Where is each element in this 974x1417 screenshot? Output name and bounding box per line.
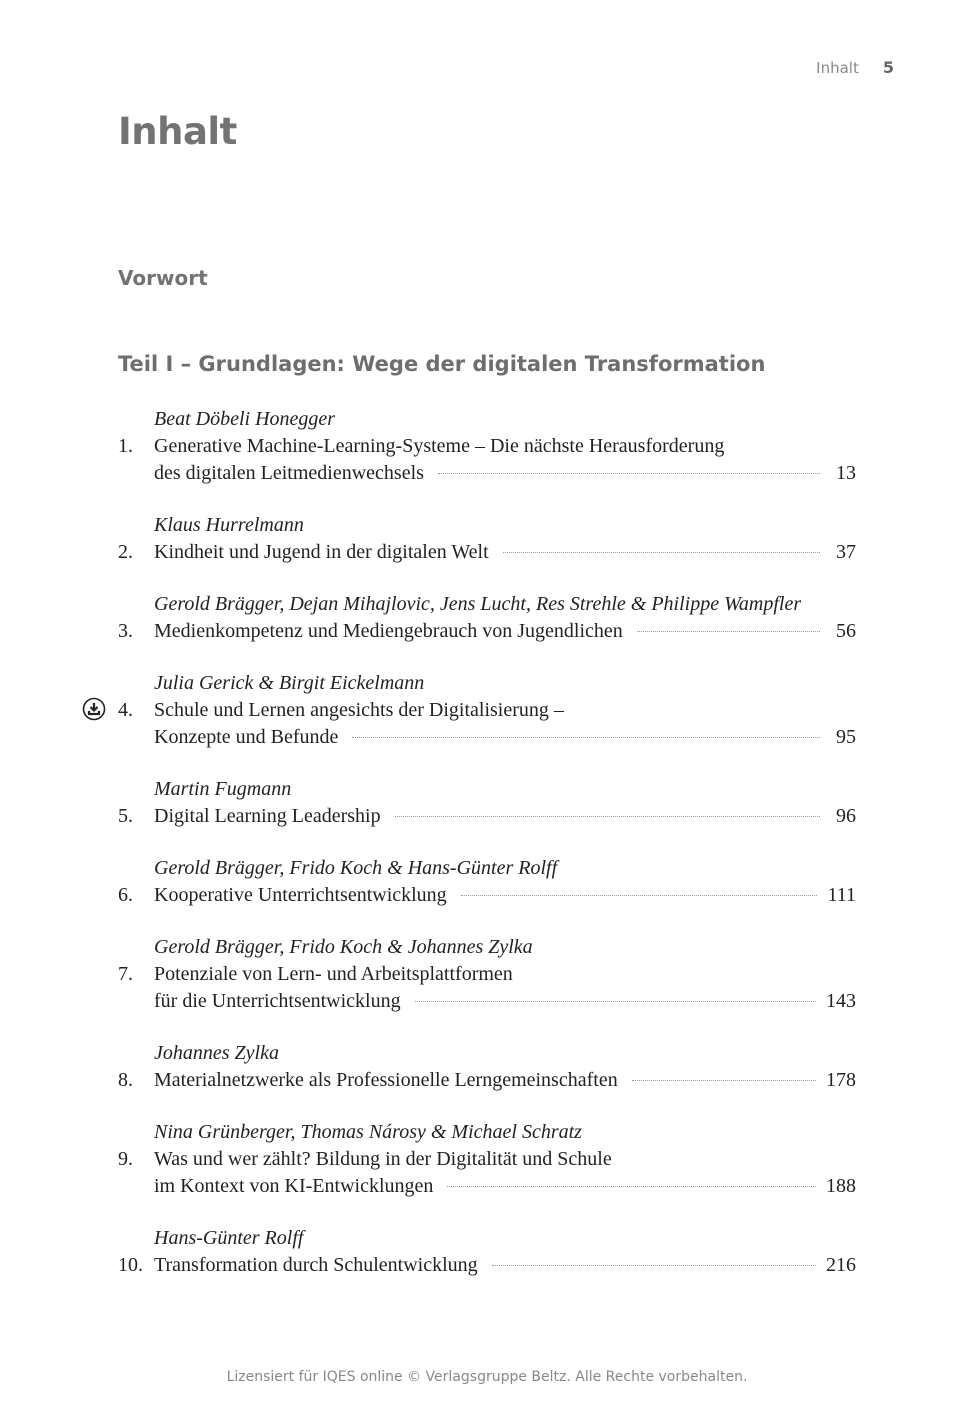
toc-title-line[interactable]: Transformation durch Schulentwicklung [154,1254,478,1276]
toc-entry[interactable] [118,670,856,751]
toc-entry[interactable] [118,855,856,909]
toc-title-line[interactable]: Digital Learning Leadership [154,805,381,827]
toc-title-line[interactable]: des digitalen Leitmedienwechsels [154,462,424,484]
leader-dots [492,1265,816,1266]
toc-title-line[interactable]: Kooperative Unterrichtsentwicklung [154,884,447,906]
toc-page-number[interactable]: 37 [836,541,856,563]
toc-author: Julia Gerick & Birgit Eickelmann [154,672,425,694]
toc-title-line[interactable]: Generative Machine-Learning-Systeme – Die nächste Herausforderung [154,435,725,457]
toc-number: 8. [118,1069,133,1091]
toc-entry[interactable] [118,1119,856,1200]
running-head [816,58,894,77]
toc-number: 7. [118,963,133,985]
download-icon[interactable] [82,697,106,721]
toc-page-number[interactable]: 56 [836,620,856,642]
toc-page-number[interactable]: 143 [826,990,856,1012]
toc-title-line[interactable]: Materialnetzwerke als Professionelle Lerngemeinschaften [154,1069,618,1091]
leader-dots [352,737,820,738]
toc-title-line[interactable]: Kindheit und Jugend in der digitalen Welt [154,541,489,563]
toc-author: Beat Döbeli Honegger [154,408,336,430]
toc-number: 9. [118,1148,133,1170]
toc-page-number[interactable]: 95 [836,726,856,748]
leader-dots [503,552,820,553]
license-footer: Lizensiert für IQES online © Verlagsgruppe Beltz. Alle Rechte vorbehalten. [226,1369,748,1385]
toc-author: Gerold Brägger, Frido Koch & Johannes Zylka [154,936,533,958]
toc-title-line[interactable]: Medienkompetenz und Mediengebrauch von Jugendlichen [154,620,623,642]
toc-page-number[interactable]: 13 [836,462,856,484]
toc-title-line[interactable]: Was und wer zählt? Bildung in der Digitalität und Schule [154,1148,612,1170]
page-number: 5 [882,58,894,77]
toc-title-line[interactable]: Schule und Lernen angesichts der Digitalisierung – [154,699,564,721]
leader-dots [632,1080,816,1081]
toc-author: Gerold Brägger, Frido Koch & Hans-Günter Rolff [154,857,558,879]
part-heading: Teil I – Grundlagen: Wege der digitalen Transformation [118,352,766,376]
toc-page-number[interactable]: 96 [836,805,856,827]
toc-title-line[interactable]: Konzepte und Befunde [154,726,339,748]
toc-vorwort[interactable]: Vorwort [118,266,208,290]
toc-number: 3. [118,620,133,642]
toc-title-line[interactable]: im Kontext von KI-Entwicklungen [154,1175,434,1197]
running-head-section: Inhalt [816,59,859,77]
leader-dots [438,473,820,474]
toc-entry[interactable] [118,591,856,645]
toc-entry[interactable] [118,406,856,487]
leader-dots [395,816,820,817]
toc-number: 2. [118,541,133,563]
toc-number: 1. [118,435,133,457]
leader-dots [415,1001,816,1002]
page-title: Inhalt [118,110,237,153]
toc-number: 4. [118,699,133,721]
leader-dots [637,631,820,632]
toc-author: Gerold Brägger, Dejan Mihajlovic, Jens Lucht, Res Strehle & Philippe Wampfler [154,593,802,615]
toc-page-number[interactable]: 178 [826,1069,856,1091]
leader-dots [461,895,818,896]
toc-page-number[interactable]: 216 [826,1254,856,1276]
leader-dots [447,1186,816,1187]
toc-title-line[interactable]: Potenziale von Lern- und Arbeitsplattformen [154,963,513,985]
toc-number: 10. [118,1254,143,1276]
toc-entry[interactable] [118,934,856,1015]
toc-entry[interactable] [118,512,856,566]
table-of-contents [118,406,856,1304]
toc-author: Klaus Hurrelmann [154,514,304,536]
toc-author: Johannes Zylka [154,1042,279,1064]
toc-entry[interactable] [118,1225,856,1279]
toc-title-line[interactable]: für die Unterrichtsentwicklung [154,990,401,1012]
toc-author: Martin Fugmann [154,778,292,800]
toc-entry[interactable] [118,1040,856,1094]
toc-page-number[interactable]: 188 [826,1175,856,1197]
toc-entry[interactable] [118,776,856,830]
toc-author: Hans-Günter Rolff [154,1227,304,1249]
toc-number: 6. [118,884,133,906]
toc-number: 5. [118,805,133,827]
toc-page-number[interactable]: 111 [827,884,856,906]
toc-author: Nina Grünberger, Thomas Nárosy & Michael Schratz [154,1121,582,1143]
